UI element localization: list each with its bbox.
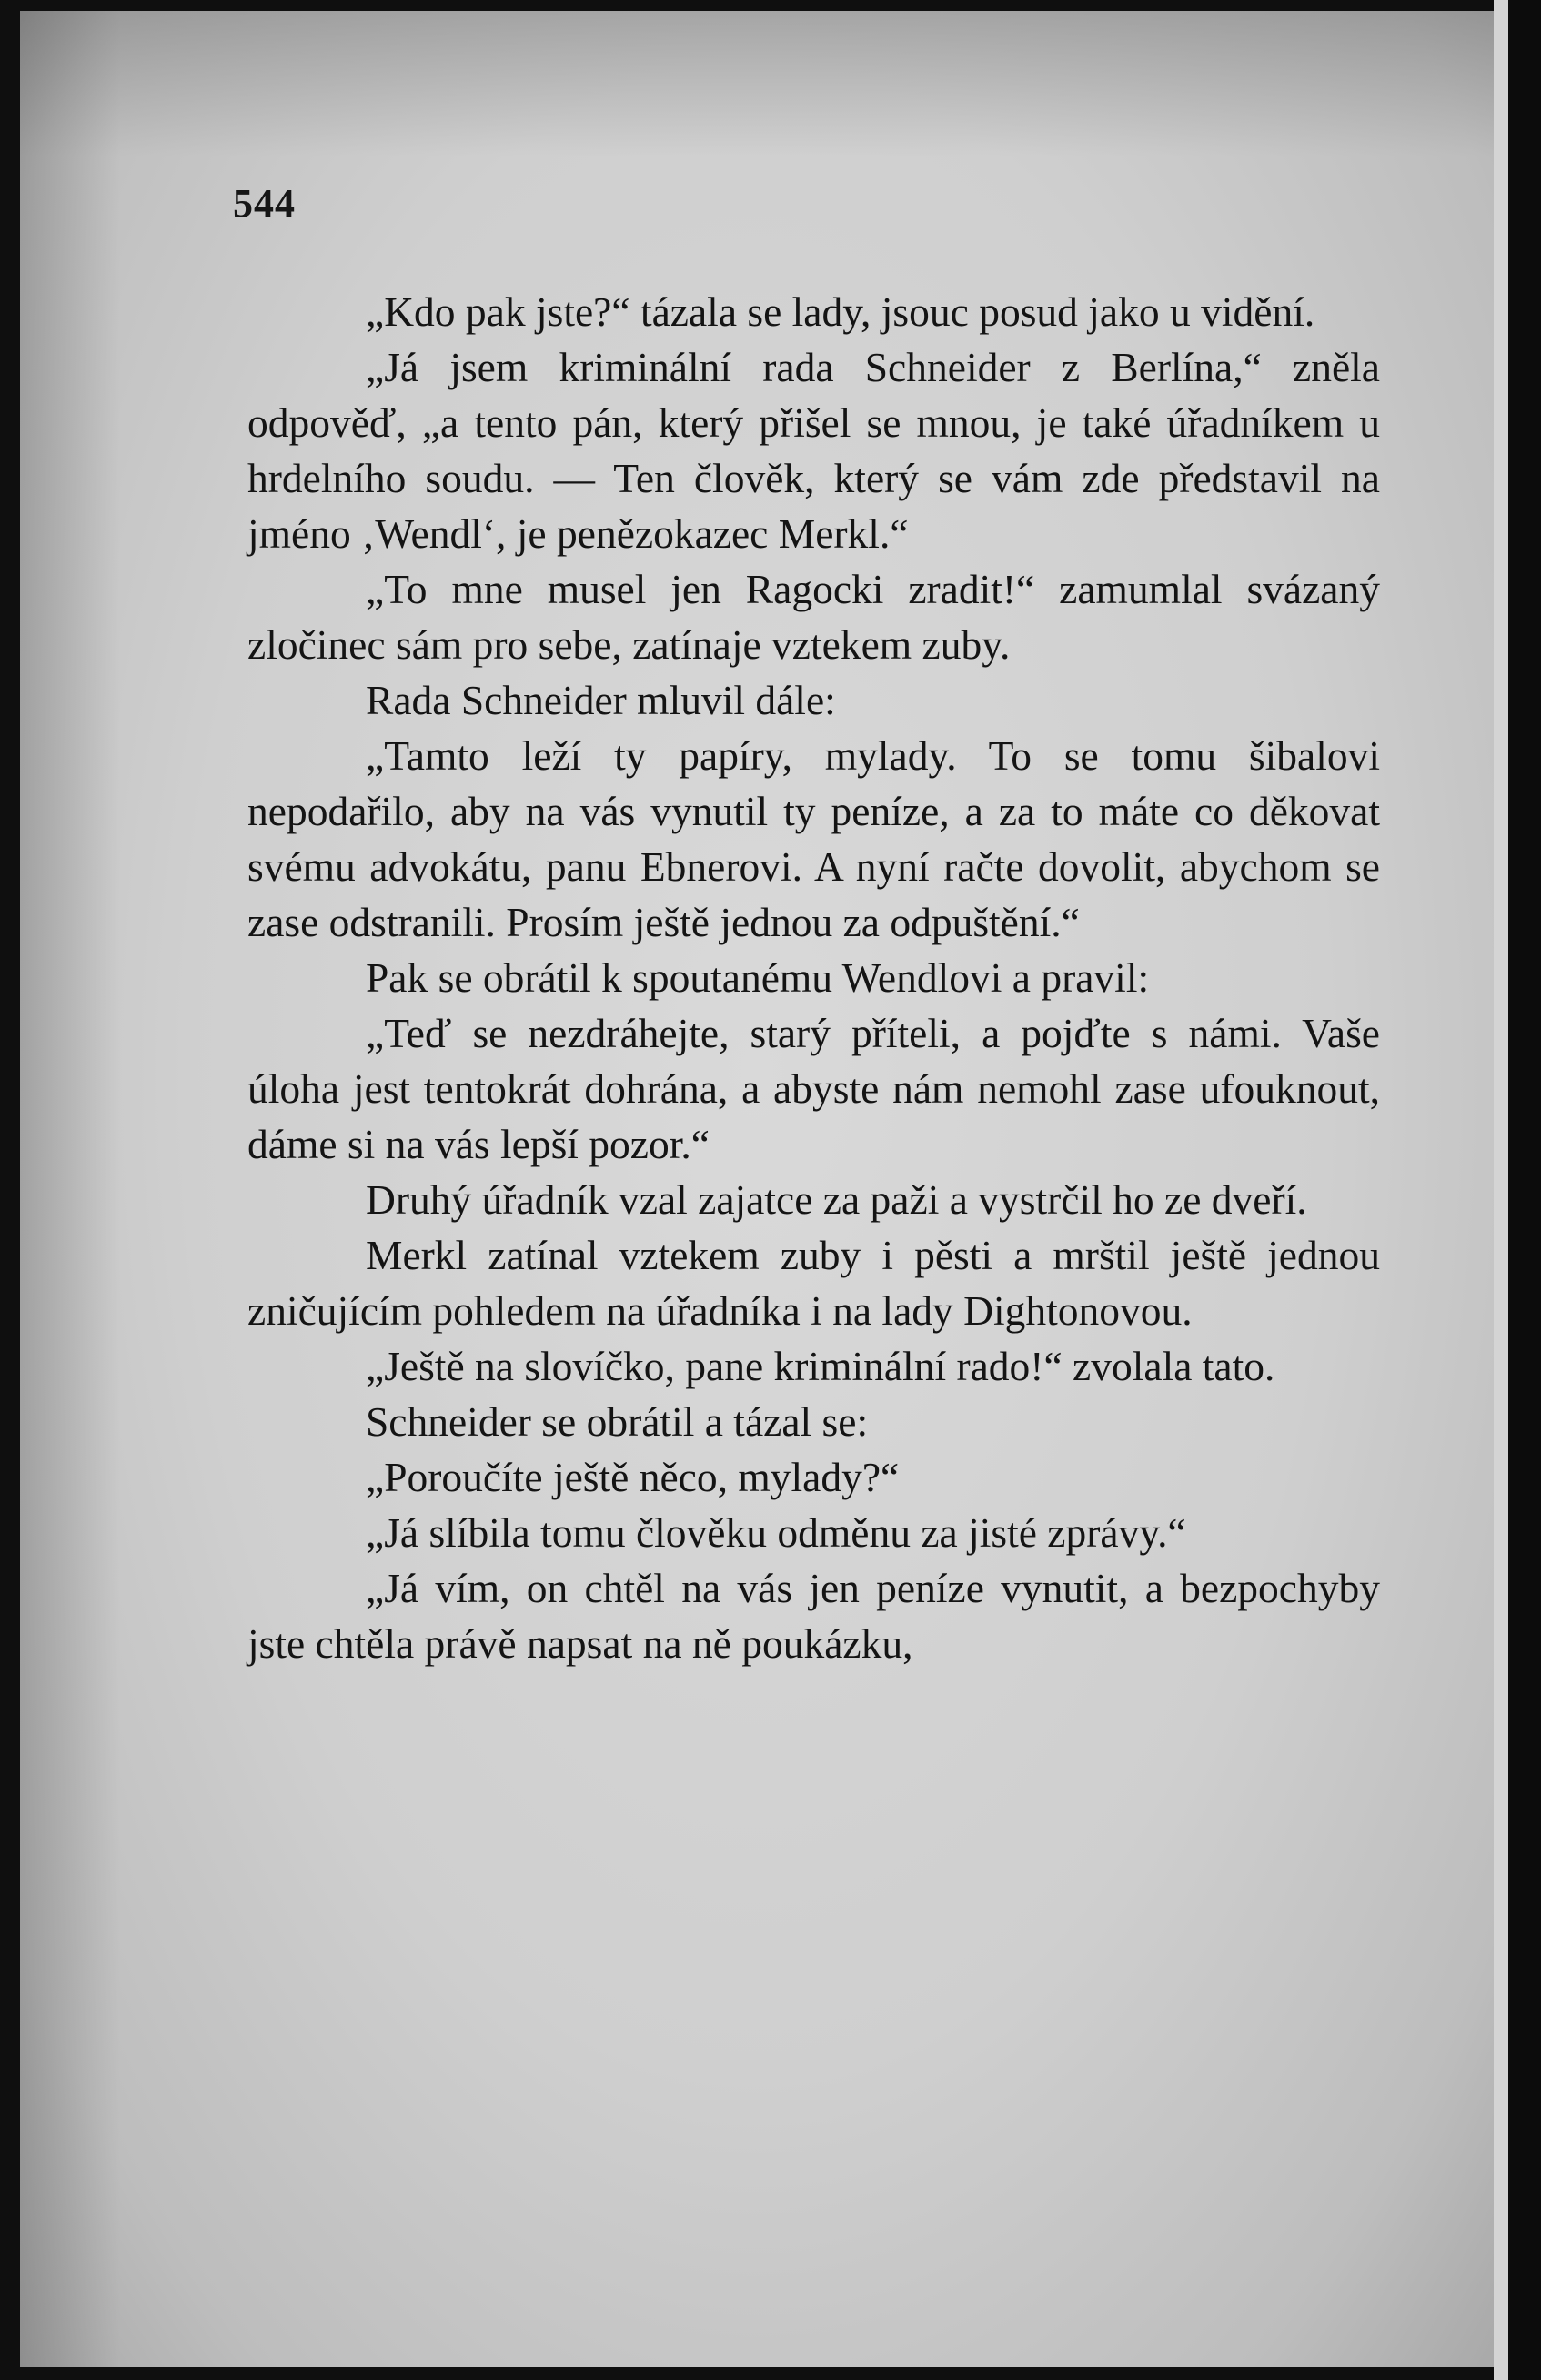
paragraph: Pak se obrátil k spoutanému Wendlovi a pravil: <box>366 954 1150 1001</box>
paragraph: Merkl zatínal vztekem zuby i pěsti a mrštil ještě jednou zničujícím pohledem na úřadníka i na lady Dightonovou. <box>247 1232 1380 1334</box>
paragraph: „Já jsem kriminální rada Schneider z Berlína,“ zněla odpověď, „a tento pán, který přišel se mnou, je také úřadníkem u hrdelního soudu. — Ten člověk, který se vám zde představil na jméno ‚Wendl‘, je penězokazec Merkl.“ <box>247 344 1380 557</box>
paragraph: „Já slíbila tomu člověku odměnu za jisté zprávy.“ <box>366 1509 1186 1556</box>
paragraph: Rada Schneider mluvil dále: <box>366 677 836 723</box>
page-number: 544 <box>233 181 296 226</box>
paragraph: „Ještě na slovíčko, pane kriminální rado!“ zvolala tato. <box>366 1343 1275 1389</box>
paragraph: „Kdo pak jste?“ tázala se lady, jsouc posud jako u vidění. <box>366 288 1315 335</box>
paragraph: „To mne musel jen Ragocki zradit!“ zamumlal svázaný zločinec sám pro sebe, zatínaje vztekem zuby. <box>247 566 1380 668</box>
body-text <box>247 284 1380 1671</box>
paragraph: „Teď se nezdráhejte, starý příteli, a pojďte s námi. Vaše úloha jest tentokrát dohrána, a abyste nám nemohl zase ufouknout, dáme si na vás lepší pozor.“ <box>247 1010 1380 1167</box>
scan-border <box>1508 0 1541 2380</box>
paragraph: „Já vím, on chtěl na vás jen peníze vynutit, a bezpochyby jste chtěla právě napsat na ně poukázku, <box>247 1565 1380 1667</box>
paragraph: „Poroučíte ještě něco, mylady?“ <box>366 1454 900 1500</box>
book-page <box>20 11 1494 2367</box>
paragraph: Druhý úřadník vzal zajatce za paži a vystrčil ho ze dveří. <box>366 1176 1307 1223</box>
paragraph: „Tamto leží ty papíry, mylady. To se tomu šibalovi nepodařilo, aby na vás vynutil ty peníze, a za to máte co děkovat svému advokátu, panu Ebnerovi. A nyní račte dovolit, abychom se zase odstranili. Prosím ještě jednou za odpuštění.“ <box>247 732 1380 945</box>
paragraph: Schneider se obrátil a tázal se: <box>366 1398 869 1445</box>
page-edge-strip <box>1494 0 1508 2380</box>
